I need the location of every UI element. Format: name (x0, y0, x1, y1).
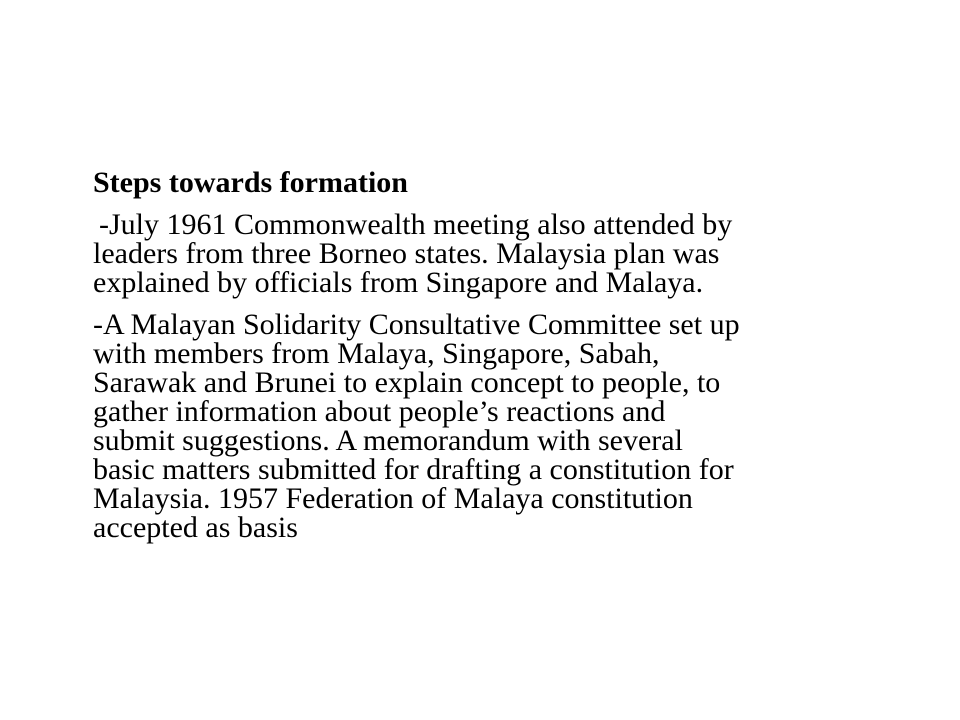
paragraph-line: leaders from three Borneo states. Malaysia plan was (93, 237, 720, 270)
slide-heading: Steps towards formation (93, 166, 408, 199)
paragraph-line: submit suggestions. A memorandum with several (93, 424, 683, 457)
paragraph-commonwealth-meeting (93, 210, 913, 297)
slide-body (93, 168, 913, 542)
paragraph-line: Malaysia. 1957 Federation of Malaya constitution (93, 482, 693, 515)
paragraph-line: Sarawak and Brunei to explain concept to people, to (93, 366, 721, 399)
paragraph-line: -A Malayan Solidarity Consultative Committee set up (93, 308, 740, 341)
paragraph-line: basic matters submitted for drafting a constitution for (93, 453, 734, 486)
paragraph-line: gather information about people’s reactions and (93, 395, 666, 428)
paragraph-consultative-committee (93, 310, 913, 542)
paragraph-line: -July 1961 Commonwealth meeting also attended by (99, 208, 733, 241)
paragraph-line: accepted as basis (93, 511, 298, 544)
paragraph-line: with members from Malaya, Singapore, Sabah, (93, 337, 660, 370)
paragraph-line: explained by officials from Singapore and Malaya. (93, 266, 704, 299)
